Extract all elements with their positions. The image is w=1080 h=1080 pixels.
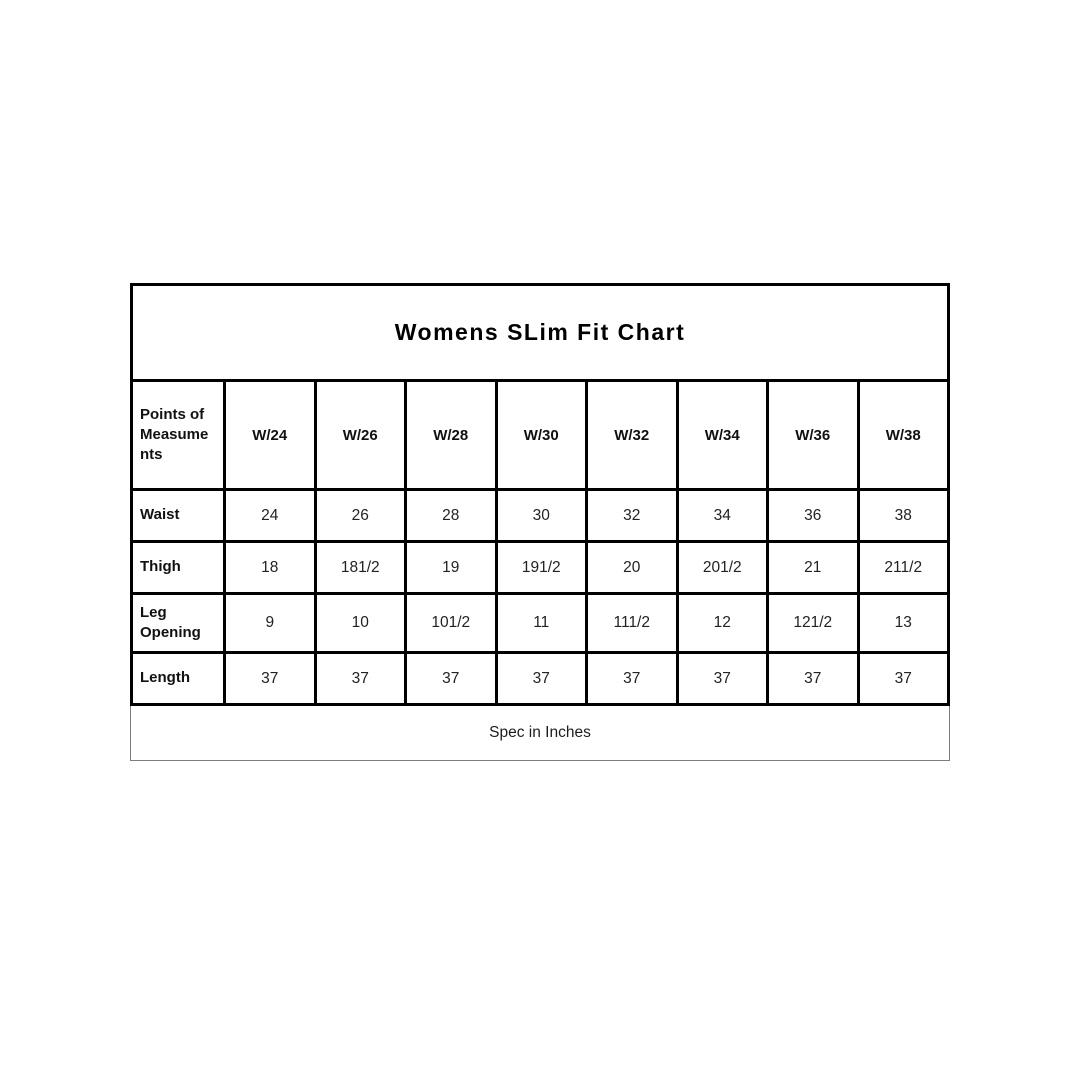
chart-title: Womens SLim Fit Chart xyxy=(132,285,949,381)
value-cell: 21 xyxy=(768,542,859,594)
value-cell: 37 xyxy=(587,653,678,705)
value-cell: 37 xyxy=(406,653,497,705)
column-header: W/34 xyxy=(677,381,768,490)
value-cell: 181/2 xyxy=(315,542,406,594)
value-cell: 201/2 xyxy=(677,542,768,594)
column-header: W/36 xyxy=(768,381,859,490)
points-of-measurements-header: Points of Measuments xyxy=(132,381,225,490)
table-row xyxy=(132,542,949,594)
fit-chart-table xyxy=(130,283,950,706)
value-cell: 191/2 xyxy=(496,542,587,594)
header-row xyxy=(132,381,949,490)
value-cell: 211/2 xyxy=(858,542,949,594)
table-row xyxy=(132,490,949,542)
value-cell: 13 xyxy=(858,594,949,653)
value-cell: 36 xyxy=(768,490,859,542)
value-cell: 18 xyxy=(225,542,316,594)
column-header: W/28 xyxy=(406,381,497,490)
value-cell: 28 xyxy=(406,490,497,542)
value-cell: 19 xyxy=(406,542,497,594)
value-cell: 111/2 xyxy=(587,594,678,653)
row-label: Thigh xyxy=(132,542,225,594)
column-header: W/32 xyxy=(587,381,678,490)
value-cell: 30 xyxy=(496,490,587,542)
row-label: Leg Opening xyxy=(132,594,225,653)
value-cell: 37 xyxy=(496,653,587,705)
value-cell: 37 xyxy=(858,653,949,705)
value-cell: 32 xyxy=(587,490,678,542)
value-cell: 101/2 xyxy=(406,594,497,653)
row-label: Waist xyxy=(132,490,225,542)
table-footer-note: Spec in Inches xyxy=(130,706,950,761)
value-cell: 26 xyxy=(315,490,406,542)
column-header: W/38 xyxy=(858,381,949,490)
table-row xyxy=(132,653,949,705)
value-cell: 37 xyxy=(768,653,859,705)
value-cell: 121/2 xyxy=(768,594,859,653)
value-cell: 38 xyxy=(858,490,949,542)
value-cell: 37 xyxy=(677,653,768,705)
value-cell: 24 xyxy=(225,490,316,542)
value-cell: 11 xyxy=(496,594,587,653)
column-header: W/24 xyxy=(225,381,316,490)
column-header: W/30 xyxy=(496,381,587,490)
value-cell: 37 xyxy=(315,653,406,705)
value-cell: 20 xyxy=(587,542,678,594)
column-header: W/26 xyxy=(315,381,406,490)
value-cell: 12 xyxy=(677,594,768,653)
size-chart-sheet xyxy=(130,283,950,761)
table-row xyxy=(132,594,949,653)
value-cell: 9 xyxy=(225,594,316,653)
title-row xyxy=(132,285,949,381)
value-cell: 37 xyxy=(225,653,316,705)
value-cell: 34 xyxy=(677,490,768,542)
row-label: Length xyxy=(132,653,225,705)
value-cell: 10 xyxy=(315,594,406,653)
